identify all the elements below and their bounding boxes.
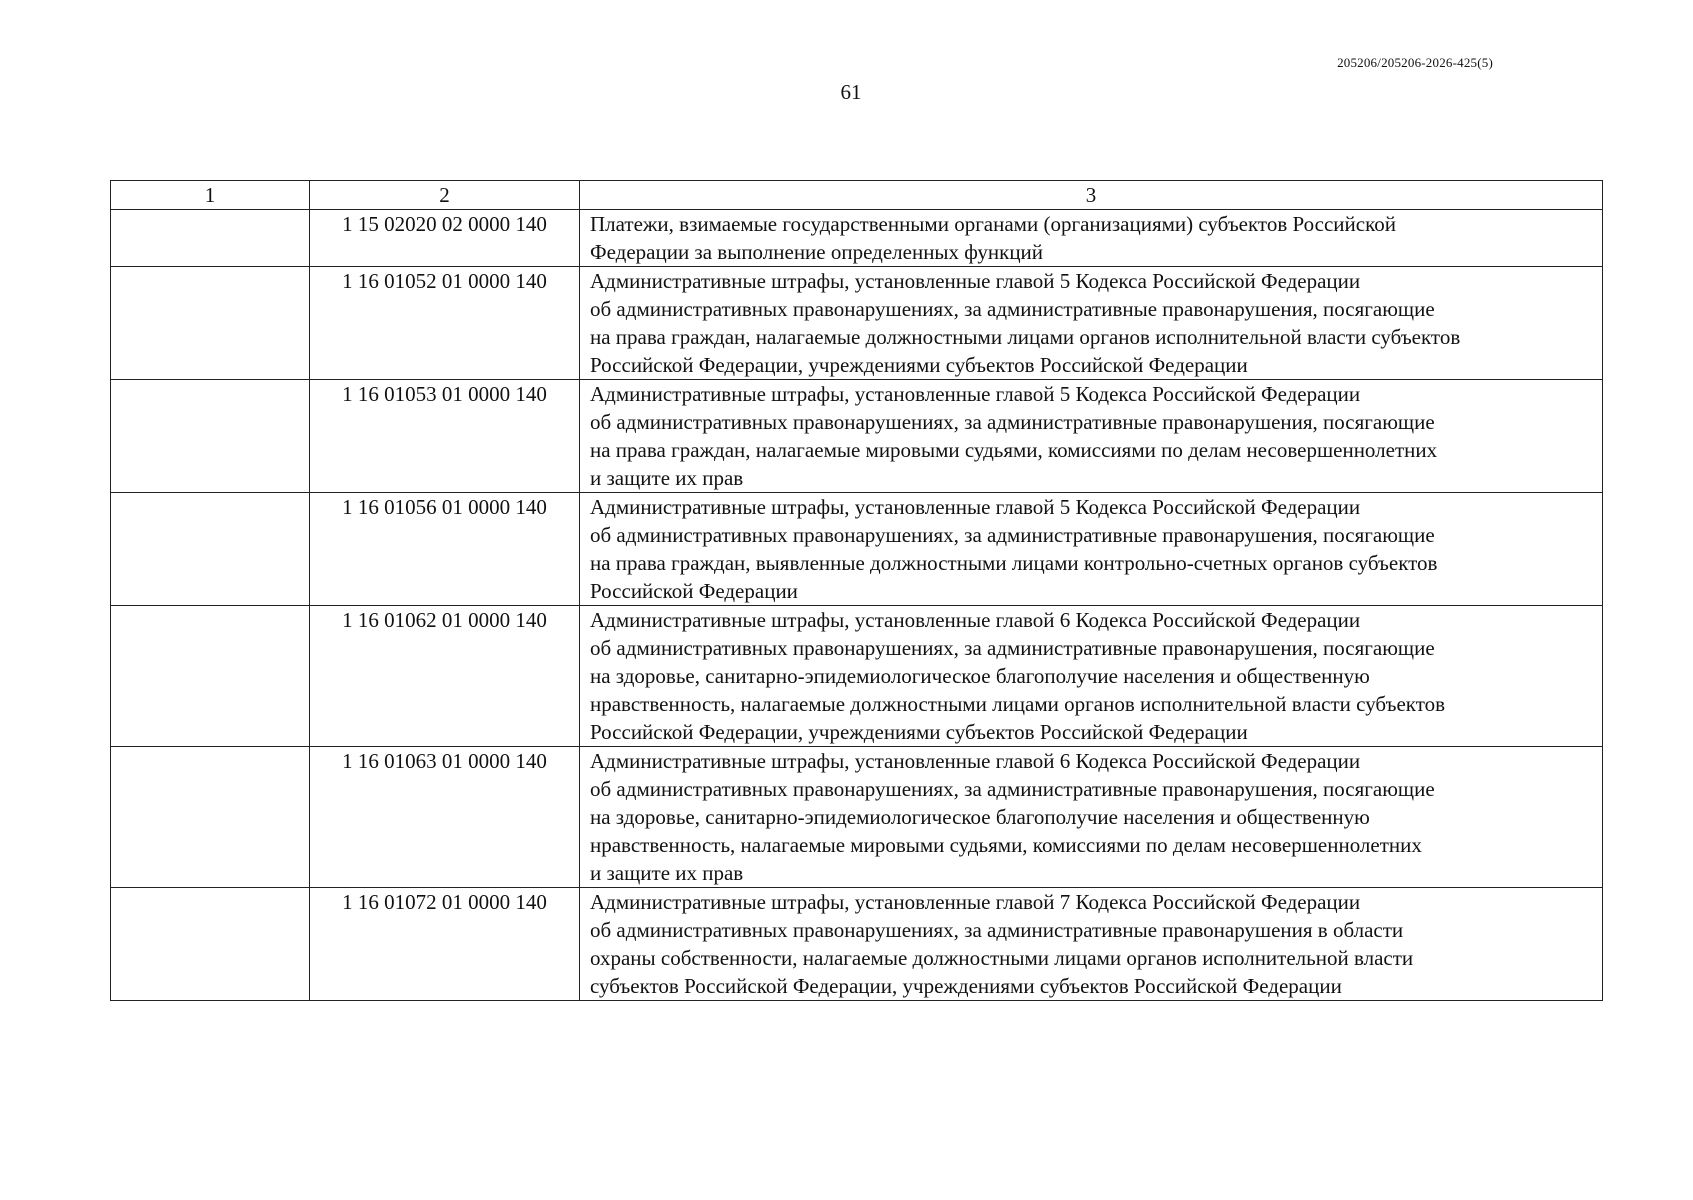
- description-cell: [580, 380, 1603, 493]
- description-line: об административных правонарушениях, за административные правонарушения в области: [590, 918, 1404, 942]
- description-cell: [580, 747, 1603, 888]
- table-row: [111, 210, 1603, 267]
- row-number-cell: [111, 888, 310, 1001]
- description-line: об административных правонарушениях, за административные правонарушения, посягающие: [590, 410, 1435, 434]
- page-number: 61: [840, 80, 862, 104]
- description-line: нравственность, налагаемые мировыми судьями, комиссиями по делам несовершеннолетних: [590, 833, 1422, 857]
- description-line: Административные штрафы, установленные главой 5 Кодекса Российской Федерации: [590, 382, 1361, 406]
- description-line: об административных правонарушениях, за административные правонарушения, посягающие: [590, 523, 1435, 547]
- description-line: на права граждан, налагаемые мировыми судьями, комиссиями по делам несовершеннолетних: [590, 438, 1438, 462]
- table-body: [111, 210, 1603, 1001]
- revenue-code-cell: 1 16 01056 01 0000 140: [310, 493, 580, 606]
- row-number-cell: [111, 380, 310, 493]
- description-line: об административных правонарушениях, за административные правонарушения, посягающие: [590, 636, 1435, 660]
- description-line: Административные штрафы, установленные главой 6 Кодекса Российской Федерации: [590, 749, 1361, 773]
- row-number-cell: [111, 493, 310, 606]
- column-header-1: 1: [111, 181, 310, 210]
- description-line: Российской Федерации, учреждениями субъектов Российской Федерации: [590, 720, 1248, 744]
- description-line: Российской Федерации: [590, 579, 798, 603]
- revenue-code-cell: 1 16 01062 01 0000 140: [310, 606, 580, 747]
- description-line: Платежи, взимаемые государственными органами (организациями) субъектов Российской: [590, 212, 1396, 236]
- description-line: субъектов Российской Федерации, учреждениями субъектов Российской Федерации: [590, 974, 1342, 998]
- column-header-3: 3: [580, 181, 1603, 210]
- description-cell: [580, 888, 1603, 1001]
- description-cell: [580, 210, 1603, 267]
- description-line: Административные штрафы, установленные главой 6 Кодекса Российской Федерации: [590, 608, 1361, 632]
- revenue-code-cell: 1 16 01063 01 0000 140: [310, 747, 580, 888]
- revenue-code-cell: 1 16 01072 01 0000 140: [310, 888, 580, 1001]
- table-row: [111, 267, 1603, 380]
- description-line: об административных правонарушениях, за административные правонарушения, посягающие: [590, 297, 1435, 321]
- row-number-cell: [111, 267, 310, 380]
- row-number-cell: [111, 210, 310, 267]
- revenue-code-cell: 1 16 01052 01 0000 140: [310, 267, 580, 380]
- table-row: [111, 493, 1603, 606]
- row-number-cell: [111, 606, 310, 747]
- description-line: охраны собственности, налагаемые должностными лицами органов исполнительной власти: [590, 946, 1414, 970]
- row-number-cell: [111, 747, 310, 888]
- description-line: на права граждан, выявленные должностными лицами контрольно-счетных органов субъектов: [590, 551, 1438, 575]
- table-row: [111, 380, 1603, 493]
- description-line: Административные штрафы, установленные главой 5 Кодекса Российской Федерации: [590, 269, 1361, 293]
- document-id: 205206/205206-2026-425(5): [1337, 55, 1493, 70]
- table-header-row: [111, 181, 1603, 210]
- description-line: Административные штрафы, установленные главой 7 Кодекса Российской Федерации: [590, 890, 1361, 914]
- description-line: и защите их прав: [590, 466, 744, 490]
- description-line: Российской Федерации, учреждениями субъектов Российской Федерации: [590, 353, 1248, 377]
- revenue-code-cell: 1 16 01053 01 0000 140: [310, 380, 580, 493]
- table-row: [111, 606, 1603, 747]
- table-row: [111, 888, 1603, 1001]
- revenue-code-cell: 1 15 02020 02 0000 140: [310, 210, 580, 267]
- description-cell: [580, 267, 1603, 380]
- description-line: на права граждан, налагаемые должностными лицами органов исполнительной власти субъектов: [590, 325, 1461, 349]
- column-header-2: 2: [310, 181, 580, 210]
- description-line: Административные штрафы, установленные главой 5 Кодекса Российской Федерации: [590, 495, 1361, 519]
- description-line: об административных правонарушениях, за административные правонарушения, посягающие: [590, 777, 1435, 801]
- description-line: на здоровье, санитарно-эпидемиологическое благополучие населения и общественную: [590, 664, 1370, 688]
- description-line: нравственность, налагаемые должностными лицами органов исполнительной власти субъектов: [590, 692, 1446, 716]
- revenue-codes-table: [110, 180, 1603, 1001]
- table-row: [111, 747, 1603, 888]
- description-cell: [580, 493, 1603, 606]
- description-line: на здоровье, санитарно-эпидемиологическое благополучие населения и общественную: [590, 805, 1370, 829]
- description-line: и защите их прав: [590, 861, 744, 885]
- description-line: Федерации за выполнение определенных функций: [590, 240, 1044, 264]
- description-cell: [580, 606, 1603, 747]
